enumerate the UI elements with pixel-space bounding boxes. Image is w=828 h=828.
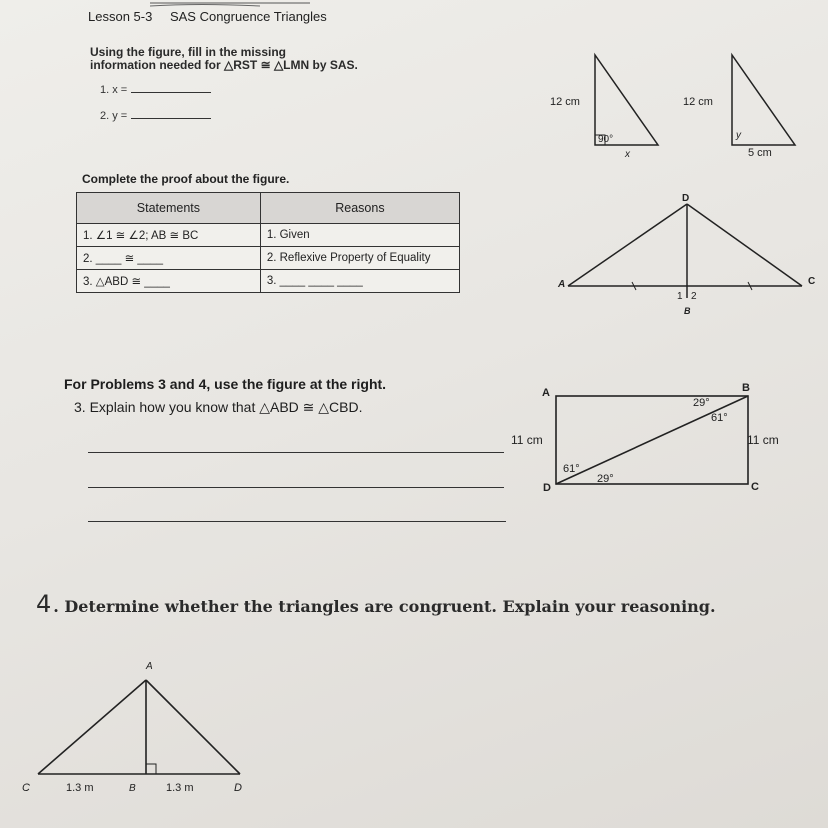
q4-point-a: A <box>146 661 153 672</box>
answer-line[interactable] <box>88 452 504 453</box>
rst-angle-label: 90° <box>598 134 614 145</box>
reason-cell: 2. Reflexive Property of Equality <box>260 247 459 270</box>
item-2-blank[interactable] <box>131 108 211 119</box>
question-4 <box>36 590 716 618</box>
rect-left-side-label: 11 cm <box>511 433 543 447</box>
statement-cell[interactable]: 2. ____ ≅ ____ <box>77 247 261 270</box>
proof-header-row <box>77 193 460 224</box>
statements-header: Statements <box>77 193 261 224</box>
rect-point-d: D <box>543 482 551 494</box>
item-1 <box>100 82 211 96</box>
instruction-line-2: information needed for △RST ≅ △LMN by SAS. <box>90 58 358 72</box>
angle-d-top-label: 61° <box>563 463 580 475</box>
proof-table <box>76 192 460 293</box>
lesson-number: Lesson 5-3 <box>88 9 153 24</box>
proof-row <box>77 270 460 293</box>
q4-right-label: 1.3 m <box>166 782 194 794</box>
angle-b-top-label: 29° <box>693 397 710 409</box>
answer-line[interactable] <box>88 521 506 522</box>
statement-cell: 1. ∠1 ≅ ∠2; AB ≅ BC <box>77 224 261 247</box>
q4-point-d: D <box>234 782 242 794</box>
rect-point-b: B <box>742 382 750 394</box>
sas-triangles-figure <box>540 50 800 160</box>
part1-instructions <box>90 46 358 72</box>
rect-point-c: C <box>751 481 759 493</box>
proof-row <box>77 247 460 270</box>
proof-row <box>77 224 460 247</box>
rst-bottom-label: x <box>625 149 630 160</box>
rect-point-a: A <box>542 387 550 399</box>
point-b-label: B <box>684 306 691 316</box>
rectangle-figure <box>505 378 805 500</box>
proof-figure <box>550 190 828 320</box>
reason-cell: 1. Given <box>260 224 459 247</box>
lmn-side-label: 12 cm <box>683 96 713 108</box>
point-d-label: D <box>682 193 690 204</box>
rect-right-side-label: 11 cm <box>747 433 779 447</box>
angle-d-right-label: 29° <box>597 473 614 485</box>
angle-1-label: 1 <box>677 291 683 302</box>
q4-triangle-figure <box>10 650 270 800</box>
lmn-angle-label: y <box>736 130 741 141</box>
answer-line[interactable] <box>88 487 504 488</box>
question-3: 3. Explain how you know that △ABD ≅ △CBD. <box>74 399 363 415</box>
q4-point-b: B <box>129 783 136 794</box>
item-1-blank[interactable] <box>131 82 211 93</box>
point-c-label: C <box>808 276 816 287</box>
reasons-header: Reasons <box>260 193 459 224</box>
statement-cell[interactable]: 3. △ABD ≅ ____ <box>77 270 261 293</box>
question-4-text: . Determine whether the triangles are congruent. Explain your reasoning. <box>53 597 716 616</box>
rst-side-label: 12 cm <box>550 96 580 108</box>
instruction-line-1: Using the figure, fill in the missing <box>90 45 287 59</box>
triangle-lmn <box>683 55 795 159</box>
angle-2-label: 2 <box>691 291 697 302</box>
question-4-number: 4 <box>36 590 52 618</box>
item-2-label: 2. y = <box>100 110 128 122</box>
reason-cell[interactable]: 3. ____ ____ ____ <box>260 270 459 293</box>
item-2 <box>100 108 211 122</box>
lesson-header <box>88 9 341 24</box>
item-1-label: 1. x = <box>100 84 128 96</box>
problems-heading: For Problems 3 and 4, use the figure at the right. <box>64 376 387 392</box>
angle-b-bottom-label: 61° <box>711 412 728 424</box>
proof-title: Complete the proof about the figure. <box>82 172 290 186</box>
lmn-bottom-label: 5 cm <box>748 147 772 159</box>
point-a-label: A <box>558 279 566 290</box>
triangle-rst <box>550 55 658 160</box>
q4-left-label: 1.3 m <box>66 782 94 794</box>
q4-point-c: C <box>22 782 30 794</box>
lesson-title: SAS Congruence Triangles <box>169 9 327 24</box>
